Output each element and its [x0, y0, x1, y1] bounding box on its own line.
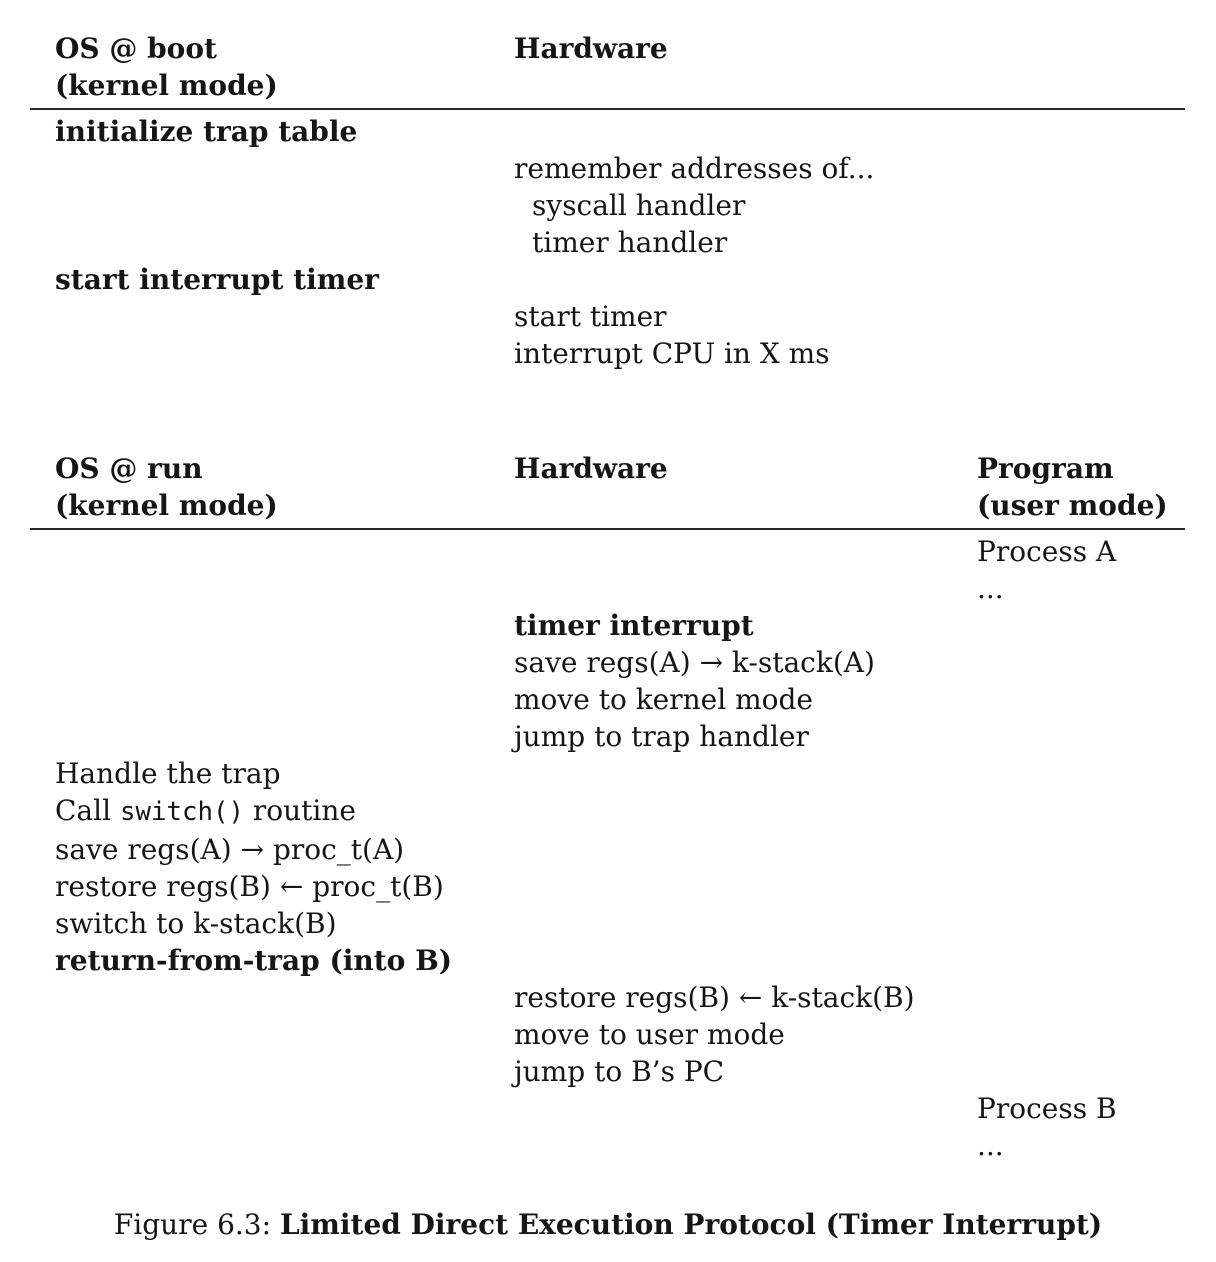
step-text: Call [55, 794, 120, 827]
empty-cell [514, 868, 977, 905]
protocol-step: ... [977, 1129, 1004, 1162]
empty-cell [977, 831, 1185, 868]
protocol-step: timer interrupt [514, 609, 754, 642]
table-row [30, 224, 1185, 261]
protocol-step: switch to k-stack(B) [55, 907, 337, 940]
empty-cell [30, 979, 514, 1016]
protocol-step: ... [977, 572, 1004, 605]
table-row [30, 607, 1185, 644]
table-row [30, 1053, 1185, 1090]
empty-cell [977, 607, 1185, 644]
empty-cell [977, 942, 1185, 979]
protocol-step: restore regs(B) ← proc_t(B) [55, 870, 444, 903]
column-header-line: (kernel mode) [55, 69, 278, 102]
column-header [514, 450, 977, 524]
column-header [977, 30, 1185, 104]
caption-prefix: Figure 6.3: [113, 1208, 280, 1241]
run-protocol-table [30, 450, 1185, 1164]
column-header-line: (kernel mode) [55, 489, 278, 522]
empty-cell [514, 942, 977, 979]
empty-cell [30, 681, 514, 718]
figure-caption [0, 1206, 1216, 1243]
table-row [30, 868, 1185, 905]
empty-cell [977, 187, 1185, 224]
table-row [30, 298, 1185, 335]
empty-cell [30, 187, 514, 224]
empty-cell [514, 533, 977, 570]
table-row [30, 644, 1185, 681]
empty-cell [977, 868, 1185, 905]
empty-cell [977, 1016, 1185, 1053]
table-row [30, 942, 1185, 979]
empty-cell [977, 755, 1185, 792]
step-text: routine [243, 794, 356, 827]
empty-cell [30, 644, 514, 681]
column-header [30, 450, 514, 524]
empty-cell [977, 681, 1185, 718]
column-header-line: Hardware [514, 32, 668, 65]
table-row [30, 681, 1185, 718]
caption-title: Limited Direct Execution Protocol (Timer Interrupt) [279, 1208, 1103, 1241]
boot-table-body [30, 110, 1185, 372]
protocol-step: interrupt CPU in X ms [514, 337, 830, 370]
protocol-step: jump to trap handler [514, 720, 809, 753]
protocol-step [30, 792, 514, 831]
empty-cell [30, 1053, 514, 1090]
table-row [30, 1016, 1185, 1053]
table-row [30, 979, 1185, 1016]
protocol-step: save regs(A) → proc_t(A) [55, 833, 405, 866]
empty-cell [514, 570, 977, 607]
code-inline: switch() [119, 797, 244, 827]
table-row [30, 261, 1185, 298]
empty-cell [30, 607, 514, 644]
table-row [30, 718, 1185, 755]
table-row [30, 792, 1185, 831]
empty-cell [30, 298, 514, 335]
protocol-step: restore regs(B) ← k-stack(B) [514, 981, 915, 1014]
column-header-line: Hardware [514, 452, 668, 485]
empty-cell [514, 1090, 977, 1127]
table-row [30, 905, 1185, 942]
column-header-line: OS @ run [55, 452, 203, 485]
empty-cell [977, 224, 1185, 261]
column-header-line: (user mode) [977, 489, 1168, 522]
empty-cell [514, 755, 977, 792]
protocol-step: start timer [514, 300, 667, 333]
empty-cell [514, 792, 977, 831]
protocol-step: remember addresses of... [514, 152, 875, 185]
column-header [30, 30, 514, 104]
protocol-step: syscall handler [532, 189, 746, 222]
empty-cell [30, 1127, 514, 1164]
table-row [30, 831, 1185, 868]
protocol-step: return-from-trap (into B) [55, 944, 452, 977]
table-row [30, 570, 1185, 607]
empty-cell [514, 1127, 977, 1164]
boot-protocol-table [30, 30, 1185, 372]
protocol-step: Handle the trap [55, 757, 281, 790]
table-row [30, 1090, 1185, 1127]
empty-cell [977, 335, 1185, 372]
table-row [30, 113, 1185, 150]
column-header [977, 450, 1185, 524]
run-header-row [30, 450, 1185, 524]
empty-cell [514, 905, 977, 942]
empty-cell [514, 261, 977, 298]
table-row [30, 335, 1185, 372]
protocol-step: Process A [977, 535, 1117, 568]
empty-cell [30, 224, 514, 261]
protocol-step: start interrupt timer [55, 263, 379, 296]
empty-cell [977, 905, 1185, 942]
protocol-step: move to kernel mode [514, 683, 813, 716]
run-table-body [30, 530, 1185, 1164]
empty-cell [977, 792, 1185, 831]
table-row [30, 533, 1185, 570]
empty-cell [977, 150, 1185, 187]
column-header-line: Program [977, 452, 1114, 485]
empty-cell [977, 261, 1185, 298]
empty-cell [977, 644, 1185, 681]
empty-cell [514, 831, 977, 868]
empty-cell [977, 718, 1185, 755]
protocol-step: Process B [977, 1092, 1117, 1125]
empty-cell [30, 335, 514, 372]
table-row [30, 187, 1185, 224]
empty-cell [30, 1090, 514, 1127]
empty-cell [30, 150, 514, 187]
empty-cell [30, 533, 514, 570]
empty-cell [977, 1053, 1185, 1090]
empty-cell [30, 570, 514, 607]
boot-header-row [30, 30, 1185, 104]
protocol-step: jump to B’s PC [514, 1055, 725, 1088]
protocol-step: timer handler [532, 226, 728, 259]
empty-cell [30, 718, 514, 755]
empty-cell [514, 113, 977, 150]
empty-cell [30, 1016, 514, 1053]
empty-cell [977, 979, 1185, 1016]
column-header-line: OS @ boot [55, 32, 217, 65]
empty-cell [977, 113, 1185, 150]
empty-cell [977, 298, 1185, 335]
table-row [30, 755, 1185, 792]
protocol-step: initialize trap table [55, 115, 358, 148]
protocol-step: save regs(A) → k-stack(A) [514, 646, 875, 679]
table-row [30, 150, 1185, 187]
table-row [30, 1127, 1185, 1164]
column-header [514, 30, 977, 104]
protocol-step: move to user mode [514, 1018, 785, 1051]
